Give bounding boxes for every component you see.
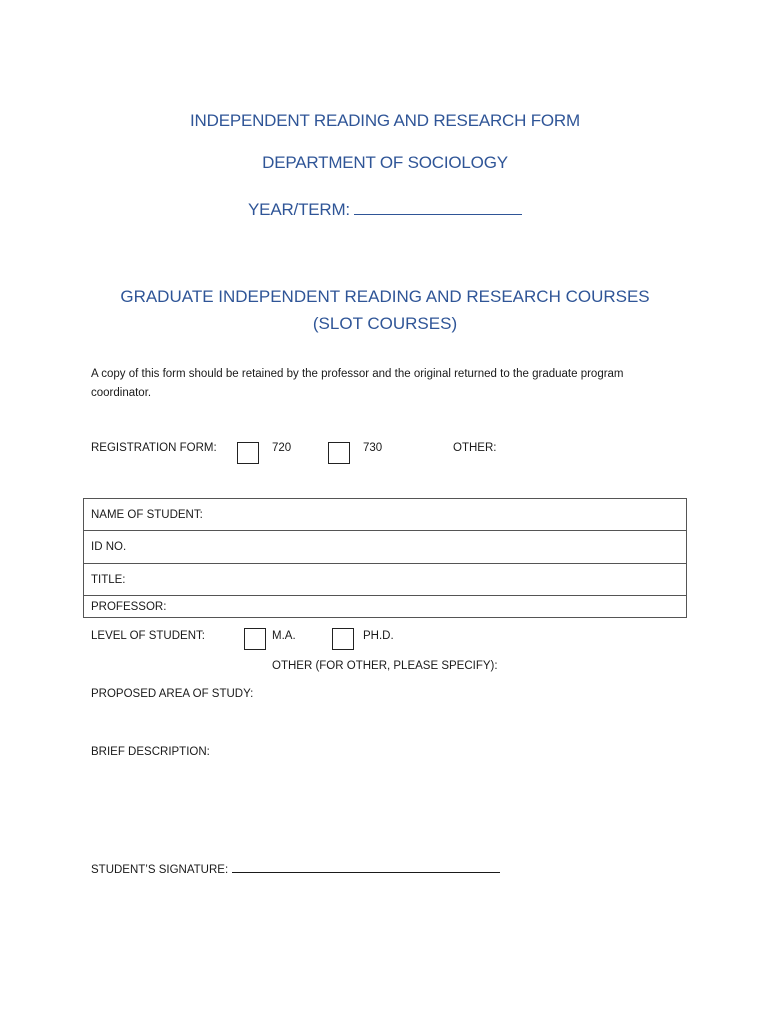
form-title: INDEPENDENT READING AND RESEARCH FORM — [190, 111, 580, 130]
table-row — [84, 499, 687, 531]
checkbox-ma[interactable] — [244, 628, 266, 650]
section-title: GRADUATE INDEPENDENT READING AND RESEARCH COURSES (SLOT COURSES) — [120, 287, 650, 333]
signature-row — [91, 862, 500, 876]
checkbox-720[interactable] — [237, 442, 259, 464]
option-phd-label: PH.D. — [363, 630, 394, 642]
id-number-field[interactable]: ID NO. — [84, 531, 687, 564]
year-term-field[interactable] — [354, 198, 522, 215]
title-field[interactable]: TITLE: — [84, 564, 687, 596]
signature-label: STUDENT’S SIGNATURE: — [91, 864, 229, 876]
registration-other-label: OTHER: — [453, 442, 497, 454]
professor-field[interactable]: PROFESSOR: — [84, 596, 687, 618]
signature-field[interactable] — [232, 862, 500, 873]
level-other-label: OTHER (FOR OTHER, PLEASE SPECIFY): — [272, 660, 498, 672]
intro-text: A copy of this form should be retained by the professor and the original returned to the graduate program coordinator. — [91, 368, 624, 399]
table-row — [84, 596, 687, 618]
brief-description-label: BRIEF DESCRIPTION: — [91, 746, 210, 758]
student-name-field[interactable]: NAME OF STUDENT: — [84, 499, 687, 531]
year-term-row — [0, 198, 770, 220]
student-info-table — [83, 498, 687, 618]
registration-label: REGISTRATION FORM: — [91, 442, 217, 454]
option-ma-label: M.A. — [272, 630, 296, 642]
level-label: LEVEL OF STUDENT: — [91, 630, 205, 642]
table-row — [84, 564, 687, 596]
option-730-label: 730 — [363, 442, 383, 454]
option-720-label: 720 — [272, 442, 292, 454]
checkbox-phd[interactable] — [332, 628, 354, 650]
year-term-label: YEAR/TERM: — [248, 200, 350, 219]
checkbox-730[interactable] — [328, 442, 350, 464]
proposed-area-label: PROPOSED AREA OF STUDY: — [91, 688, 254, 700]
table-row — [84, 531, 687, 564]
department-name: DEPARTMENT OF SOCIOLOGY — [262, 153, 508, 172]
